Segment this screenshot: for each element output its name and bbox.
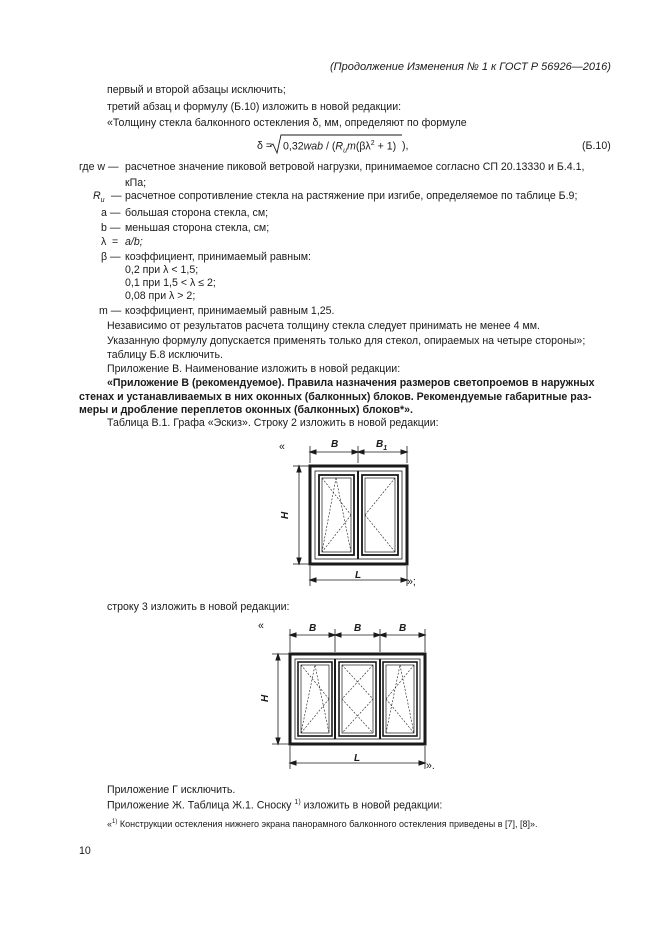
def-a-text: большая сторона стекла, см; xyxy=(125,207,269,219)
appendix-title-line-1: «Приложение В (рекомендуемое). Правила назначения размеров светопроемов в наружных xyxy=(107,377,595,389)
figure-2-close-quote: ». xyxy=(426,760,435,772)
paragraph-appendix-zh: Приложение Ж. Таблица Ж.1. Сноску $^{1)}$ изложить в новой редакции: xyxy=(107,799,443,812)
formula-lhs: δ = xyxy=(257,140,273,152)
page-header: (Продолжение Изменения № 1 к ГОСТ Р 56926—2016) xyxy=(330,61,611,73)
def-beta-text: коэффициент, принимаемый равным: xyxy=(125,251,311,263)
figure-1-label-l: L xyxy=(355,570,362,581)
paragraph-appendix-v: Приложение В. Наименование изложить в новой редакции: xyxy=(107,363,401,375)
def-m-text: коэффициент, принимаемый равным 1,25. xyxy=(125,305,335,317)
def-r-dash: — xyxy=(111,190,122,202)
formula-number: (Б.10) xyxy=(582,140,611,152)
paragraph-appendix-g: Приложение Г исключить. xyxy=(107,784,236,796)
def-lambda-text: a/b; xyxy=(125,236,143,248)
figure-2-label-b-2: B xyxy=(354,623,362,634)
def-r-symbol: $R_и$ xyxy=(93,190,105,205)
def-beta-symbol: β — xyxy=(101,251,121,263)
instruction-line-2: третий абзац и формулу (Б.10) изложить в новой редакции: xyxy=(107,101,402,113)
def-a-symbol: a — xyxy=(101,207,121,219)
figure-1-window-sketch xyxy=(275,430,435,590)
figure-2-label-b-1: B xyxy=(309,623,317,634)
def-w-text-cont: кПа; xyxy=(125,177,147,189)
paragraph-formula-scope: Указанную формулу допускается применять только для стекол, опираемых на четыре стороны»; xyxy=(107,335,586,347)
formula-tail: ), xyxy=(402,140,409,152)
footnote-text: «$^{1)}$ Конструкции остекления нижнего экрана панорамного балконного остекления приведены в [7], [8]». xyxy=(107,819,538,829)
paragraph-row3: строку 3 изложить в новой редакции: xyxy=(107,601,290,613)
figure-1-label-h: H xyxy=(280,511,291,519)
figure-1-close-quote: »; xyxy=(407,576,416,588)
def-lambda-symbol: λ xyxy=(101,236,107,248)
def-b-text: меньшая сторона стекла, см; xyxy=(125,222,270,234)
formula-radicand: $0,32wab / (R_иm(\beta\lambda^2 + 1)$ xyxy=(283,140,397,155)
instruction-line-1: первый и второй абзацы исключить; xyxy=(107,84,286,96)
figure-2-label-h: H xyxy=(260,694,271,702)
def-w-symbol: где w — xyxy=(79,161,119,173)
figure-2-window-sketch xyxy=(255,616,440,774)
def-b-symbol: b — xyxy=(101,222,121,234)
instruction-line-3: «Толщину стекла балконного остекления δ, мм, определяют по формуле xyxy=(107,117,467,129)
def-w-text: расчетное значение пиковой ветровой нагрузки, принимаемое согласно СП 20.13330 и Б.4.1, xyxy=(125,161,585,173)
paragraph-table-v1-row2: Таблица В.1. Графа «Эскиз». Строку 2 изложить в новой редакции: xyxy=(107,417,439,429)
def-beta-value-3: 0,08 при λ > 2; xyxy=(125,290,196,302)
def-m-symbol: m — xyxy=(99,305,122,317)
paragraph-table-b8: таблицу Б.8 исключить. xyxy=(107,349,223,361)
def-lambda-eq: = xyxy=(112,236,119,248)
figure-2-open-quote: « xyxy=(258,620,264,632)
figure-2-label-b-3: B xyxy=(399,623,407,634)
def-beta-value-1: 0,2 при λ < 1,5; xyxy=(125,264,199,276)
appendix-title-line-3: меры и дробление переплетов оконных (балконных) блоков*». xyxy=(79,404,413,416)
page-number: 10 xyxy=(79,845,91,857)
appendix-title-line-2: стенах и устанавливаемых в них оконных (балконных) блоков. Рекомендуемые габаритные раз- xyxy=(79,391,592,403)
figure-1-label-b1: $B_1$ xyxy=(376,439,388,452)
def-r-text: расчетное сопротивление стекла на растяжение при изгибе, определяемое по таблице Б.9; xyxy=(125,190,578,202)
figure-2-label-l: L xyxy=(354,753,361,764)
figure-1-open-quote: « xyxy=(279,441,285,453)
def-beta-value-2: 0,1 при 1,5 < λ ≤ 2; xyxy=(125,277,216,289)
figure-1-label-b: B xyxy=(331,439,339,450)
paragraph-min-thickness: Независимо от результатов расчета толщину стекла следует принимать не менее 4 мм. xyxy=(107,320,540,332)
